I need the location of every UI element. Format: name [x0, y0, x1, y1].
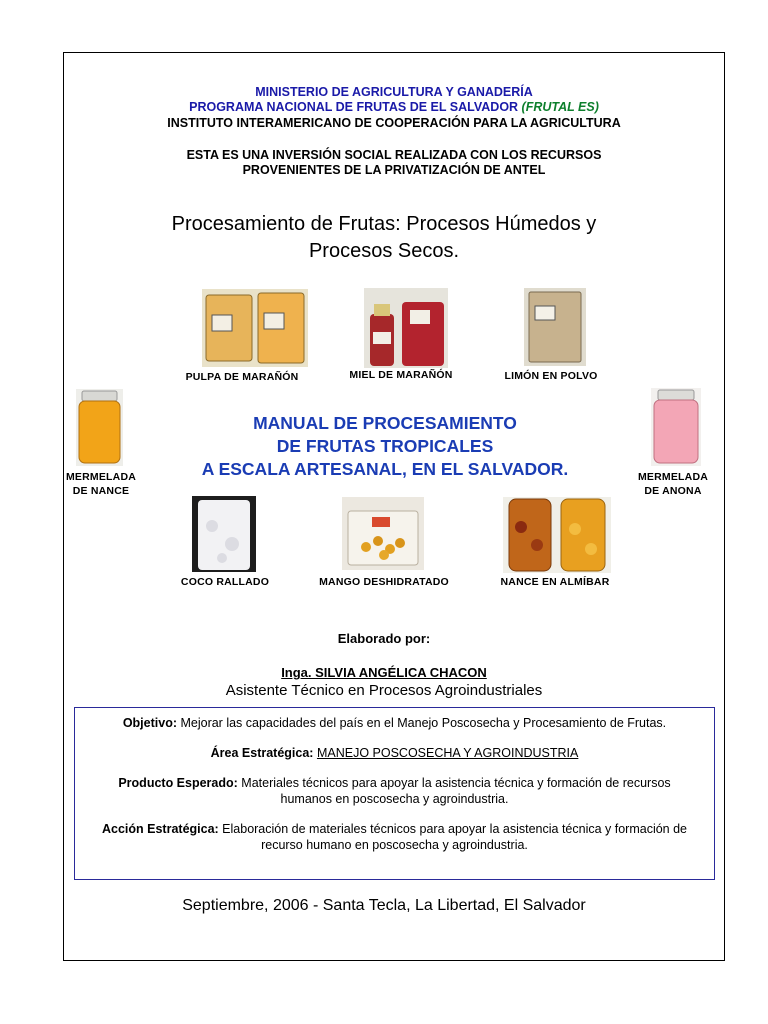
program-tag: (FRUTAL ES) [521, 100, 599, 114]
limon-polvo-photo [524, 288, 586, 366]
caption-miel-maranon: MIEL DE MARAÑÓN [349, 369, 453, 381]
miel-maranon-photo [364, 288, 448, 368]
caption-mermelada-anona-line-1: MERMELADA [637, 471, 709, 483]
objetivo-text: Mejorar las capacidades del país en el Manejo Poscosecha y Procesamiento de Frutas. [177, 716, 667, 730]
accion-paragraph [75, 821, 714, 853]
objectives-box [74, 707, 715, 880]
caption-nance-almibar: NANCE EN ALMÍBAR [500, 576, 610, 588]
institute-heading: INSTITUTO INTERAMERICANO DE COOPERACIÓN PARA LA AGRICULTURA [167, 116, 621, 130]
objetivo-paragraph [75, 715, 714, 731]
area-text: MANEJO POSCOSECHA Y AGROINDUSTRIA [316, 746, 579, 760]
caption-mermelada-anona-line-2: DE ANONA [644, 485, 702, 497]
objetivo-label: Objetivo: [122, 716, 177, 730]
author-role: Asistente Técnico en Procesos Agroindustriales [225, 682, 543, 699]
caption-mango-deshidratado: MANGO DESHIDRATADO [319, 576, 449, 588]
caption-pulpa-maranon: PULPA DE MARAÑÓN [185, 371, 299, 383]
author-name: Inga. SILVIA ANGÉLICA CHACON [281, 665, 487, 680]
producto-paragraph [75, 775, 714, 807]
pulpa-maranon-photo [202, 289, 308, 367]
producto-text: Materiales técnicos para apoyar la asistencia técnica y formación de recursos humanos en poscosecha y agroindustria. [237, 776, 671, 806]
area-paragraph [75, 745, 714, 761]
mermelada-nance-photo [76, 389, 123, 466]
nance-almibar-photo [503, 497, 611, 573]
program-heading [63, 100, 725, 115]
area-label: Área Estratégica: [210, 746, 314, 760]
manual-title-line-2: DE FRUTAS TROPICALES [276, 436, 494, 456]
caption-limon-polvo: LIMÓN EN POLVO [504, 370, 598, 382]
caption-mermelada-nance-line-2: DE NANCE [72, 485, 130, 497]
document-title-line-1: Procesamiento de Frutas: Procesos Húmedos y [171, 213, 597, 235]
caption-mermelada-nance-line-1: MERMELADA [65, 471, 137, 483]
manual-title-line-1: MANUAL DE PROCESAMIENTO [253, 413, 517, 433]
document-title-line-2: Procesos Secos. [308, 240, 460, 262]
mango-deshidratado-photo [342, 497, 424, 570]
accion-label: Acción Estratégica: [101, 822, 219, 836]
investment-line-2: PROVENIENTES DE LA PRIVATIZACIÓN DE ANTEL [242, 163, 546, 177]
caption-mermelada-anona [632, 470, 714, 498]
manual-title-line-3: A ESCALA ARTESANAL, EN EL SALVADOR. [201, 459, 569, 479]
program-name: PROGRAMA NACIONAL DE FRUTAS DE EL SALVADOR [189, 100, 522, 114]
coco-rallado-photo [192, 496, 256, 572]
producto-label: Producto Esperado: [118, 776, 238, 790]
date-place: Septiembre, 2006 - Santa Tecla, La Libertad, El Salvador [182, 897, 586, 914]
caption-mermelada-nance [62, 470, 140, 498]
ministry-heading: MINISTERIO DE AGRICULTURA Y GANADERÍA [255, 85, 533, 99]
elaborado-label: Elaborado por: [337, 631, 431, 646]
mermelada-anona-photo [651, 388, 701, 466]
accion-text: Elaboración de materiales técnicos para apoyar la asistencia técnica y formación de recurso humano en poscosecha y agroindustria. [218, 822, 688, 852]
investment-line-1: ESTA ES UNA INVERSIÓN SOCIAL REALIZADA CON LOS RECURSOS [186, 148, 602, 162]
caption-coco-rallado: COCO RALLADO [180, 576, 270, 588]
